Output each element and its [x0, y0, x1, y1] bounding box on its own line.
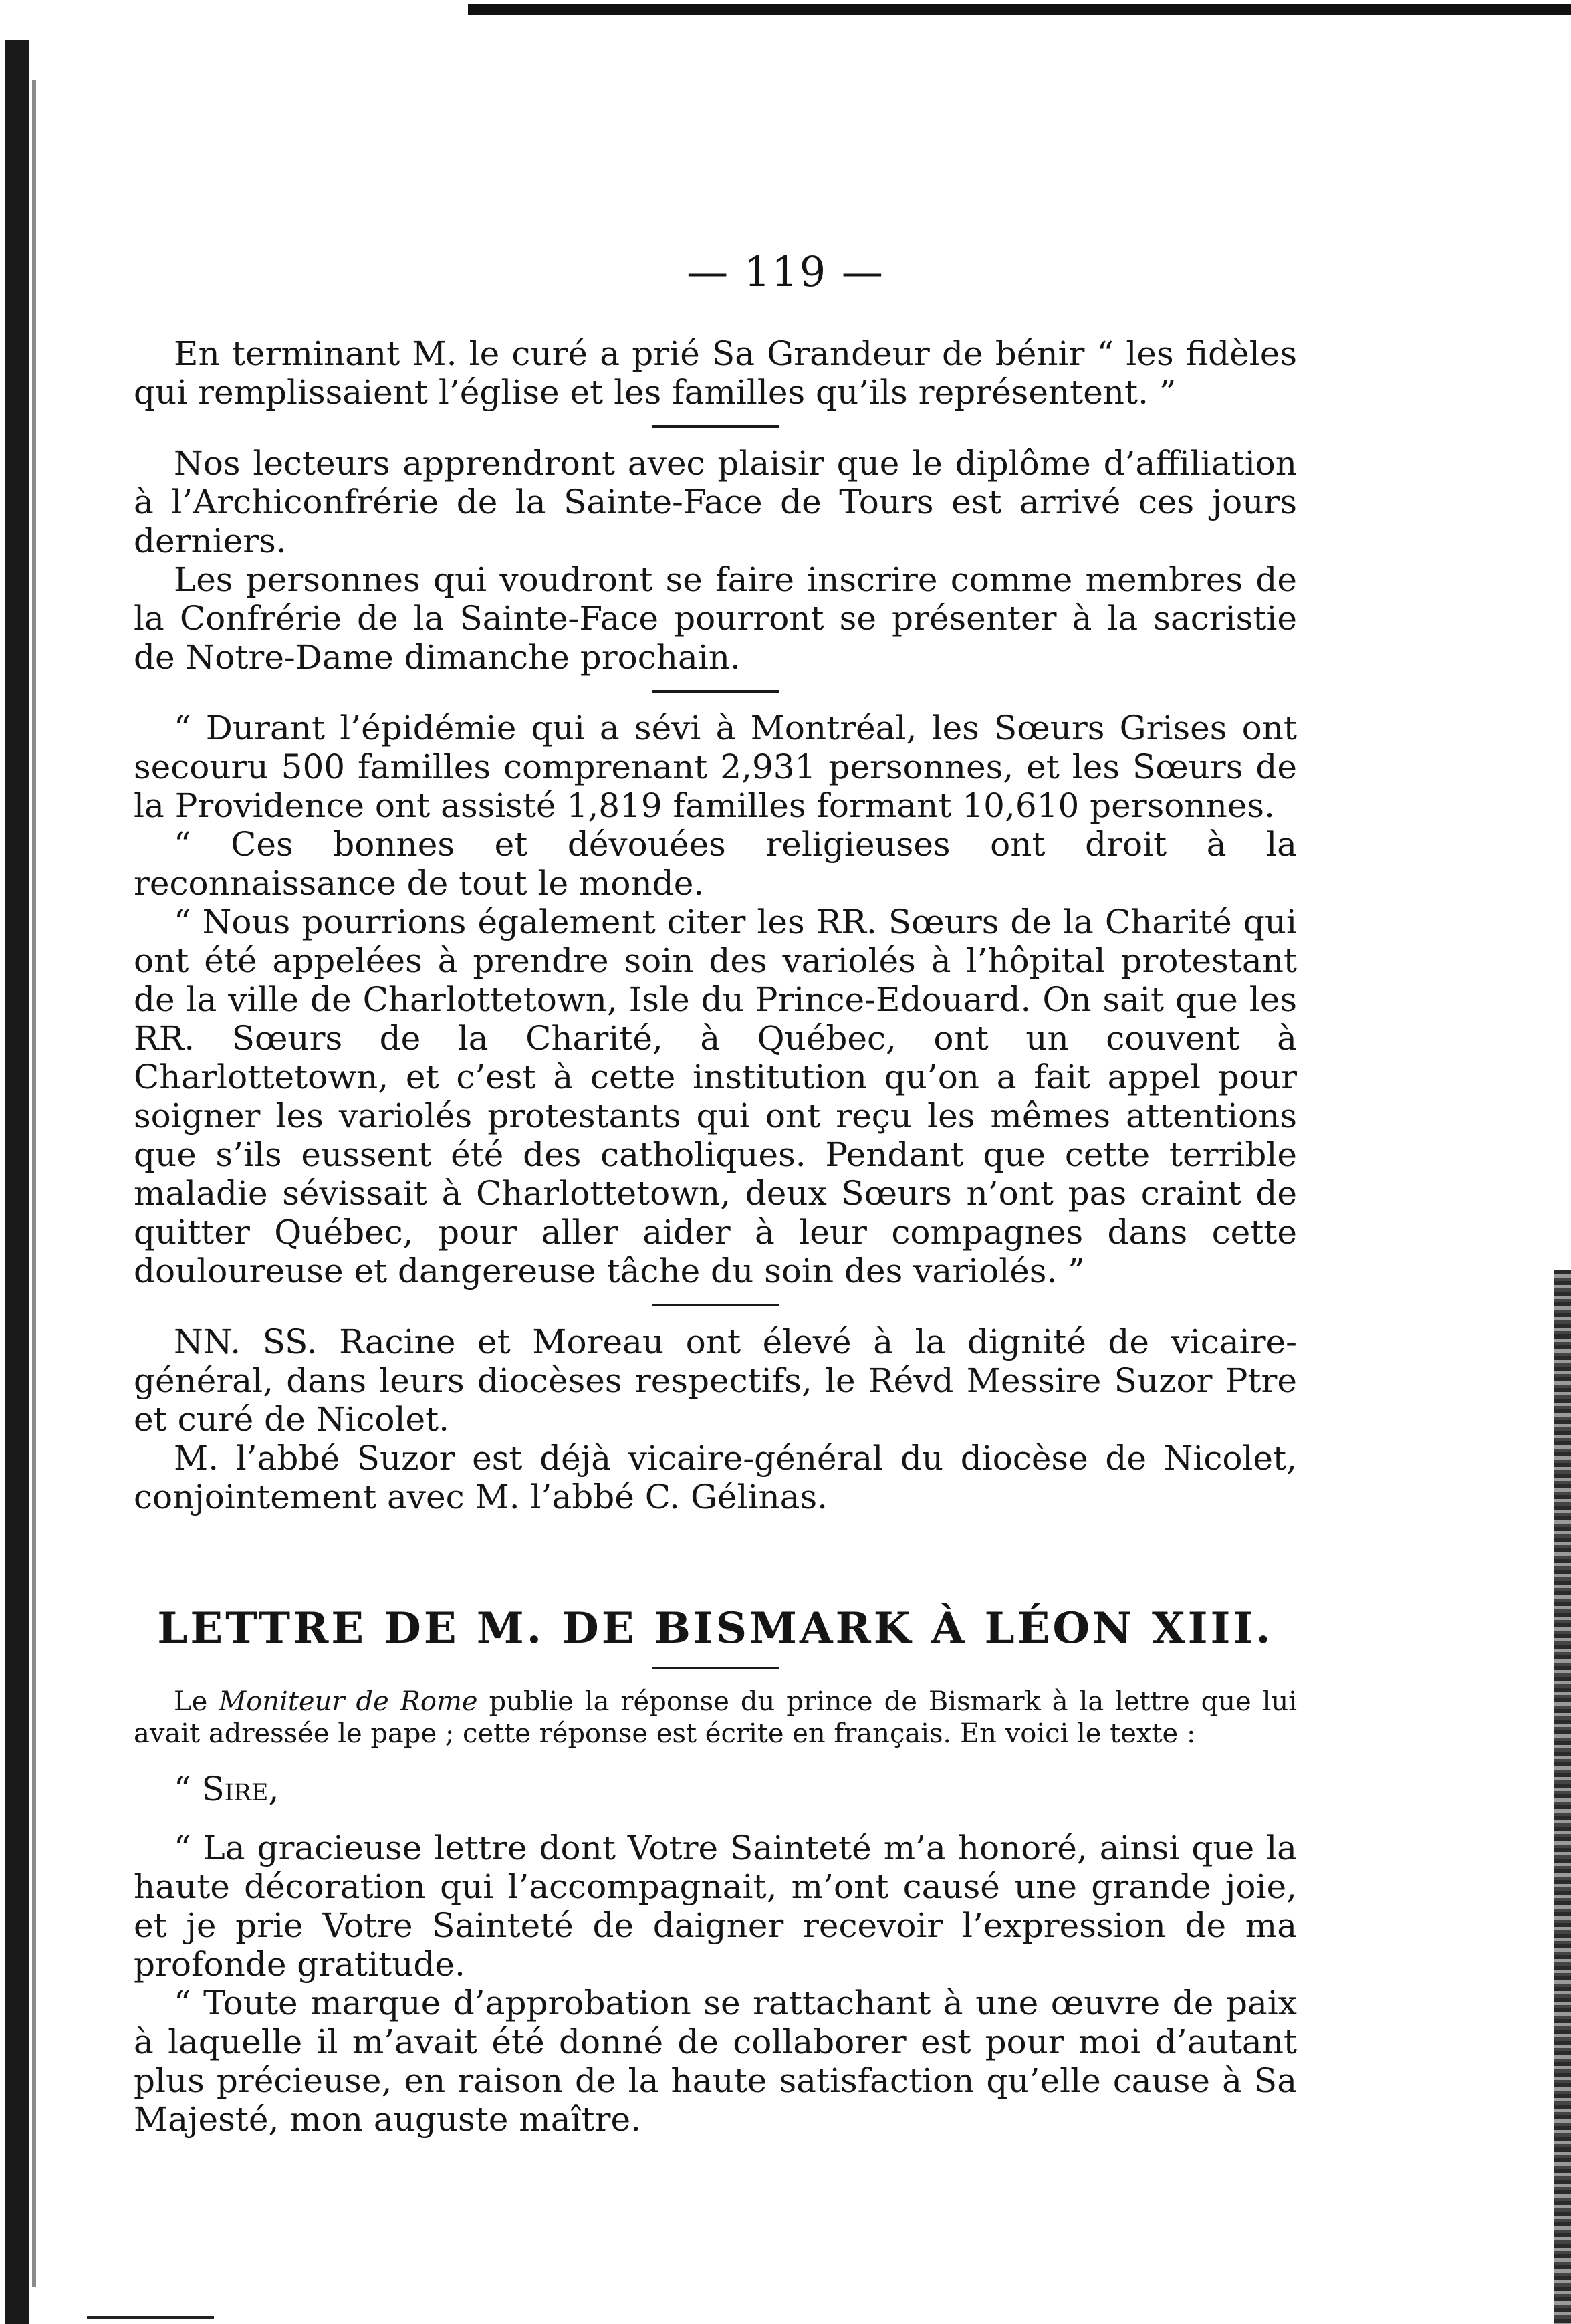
intro-suffix: publie la réponse du prince de Bismark à la lettre que lui avait adressée le pape ; cette réponse est écrite en français. En voici le texte :: [134, 1686, 1298, 1749]
salutation-word: Sire,: [201, 1770, 279, 1809]
spacer: [134, 1809, 1297, 1829]
separator-rule: [652, 425, 779, 428]
letter-paragraph-gratitude: “ La gracieuse lettre dont Votre Sainteté m’a honoré, ainsi que la haute décoration qui l’accompagnait, m’ont causé une grande joie, et je prie Votre Sainteté de daigner recevoir l’expression de ma profonde gratitude.: [134, 1829, 1297, 1984]
paragraph-religieuses: “ Ces bonnes et dévouées religieuses ont droit à la reconnaissance de tout le monde.: [134, 825, 1297, 903]
salutation-quote: “: [174, 1770, 202, 1809]
paragraph-confrerie: Les personnes qui voudront se faire inscrire comme membres de la Confrérie de la Sainte-Face pourront se présenter à la sacristie de Notre-Dame dimanche prochain.: [134, 560, 1297, 677]
scan-left-edge: [5, 40, 29, 2324]
scan-left-edge-shadow: [32, 80, 36, 2287]
intro-prefix: Le: [174, 1686, 219, 1717]
scan-right-edge: [1554, 1270, 1571, 2324]
paragraph-cure-blessing: En terminant M. le curé a prié Sa Grandeur de bénir “ les fidèles qui remplissaient l’église et les familles qu’ils représentent. ”: [134, 334, 1297, 412]
spacer: [134, 1750, 1297, 1770]
paragraph-abbe-suzor: M. l’abbé Suzor est déjà vicaire-général du diocèse de Nicolet, conjointement avec M. l’abbé C. Gélinas.: [134, 1439, 1297, 1516]
letter-salutation: [134, 1770, 1297, 1809]
paragraph-epidemie: “ Durant l’épidémie qui a sévi à Montréal, les Sœurs Grises ont secouru 500 familles comprenant 2,931 personnes, et les Sœurs de la Providence ont assisté 1,819 familles formant 10,610 personnes.: [134, 709, 1297, 825]
paragraph-charlottetown: “ Nous pourrions également citer les RR. Sœurs de la Charité qui ont été appelées à prendre soin des variolés à l’hôpital protestant de la ville de Charlottetown, Isle du Prince-Edouard. On sait que les RR. Sœurs de la Charité, à Québec, ont un couvent à Charlottetown, et c’est à cette institution qu’on a fait appel pour soigner les variolés protestants qui ont reçu les mêmes attentions que s’ils eussent été des catholiques. Pendant que cette terrible maladie sévissait à Charlottetown, deux Sœurs n’ont pas craint de quitter Québec, pour aller aider à leur compagnes dans cette douloureuse et dangereuse tâche du soin des variolés. ”: [134, 903, 1297, 1290]
section-heading: LETTRE DE M. DE BISMARK À LÉON XIII.: [157, 1603, 1274, 1653]
separator-rule: [652, 690, 779, 693]
page-body: [134, 334, 1297, 2139]
paragraph-vicaire-general: NN. SS. Racine et Moreau ont élevé à la dignité de vicaire-général, dans leurs diocèses respectifs, le Révd Messire Suzor Ptre et curé de Nicolet.: [134, 1322, 1297, 1439]
separator-rule: [652, 1667, 779, 1669]
separator-rule: [652, 1304, 779, 1306]
scan-bottom-mark: [87, 2316, 214, 2319]
letter-paragraph-approbation: “ Toute marque d’approbation se rattachant à une œuvre de paix à laquelle il m’avait été donné de collaborer est pour moi d’autant plus précieuse, en raison de la haute satisfaction qu’elle cause à Sa Majesté, mon auguste maître.: [134, 1984, 1297, 2139]
paragraph-diplome: Nos lecteurs apprendront avec plaisir que le diplôme d’affiliation à l’Archiconfrérie de la Sainte-Face de Tours est arrivé ces jours derniers.: [134, 444, 1297, 560]
journal-title: Moniteur de Rome: [219, 1686, 478, 1717]
page-number: — 119 —: [687, 247, 884, 296]
scan-top-edge: [468, 4, 1571, 15]
letter-introduction: [134, 1686, 1297, 1750]
